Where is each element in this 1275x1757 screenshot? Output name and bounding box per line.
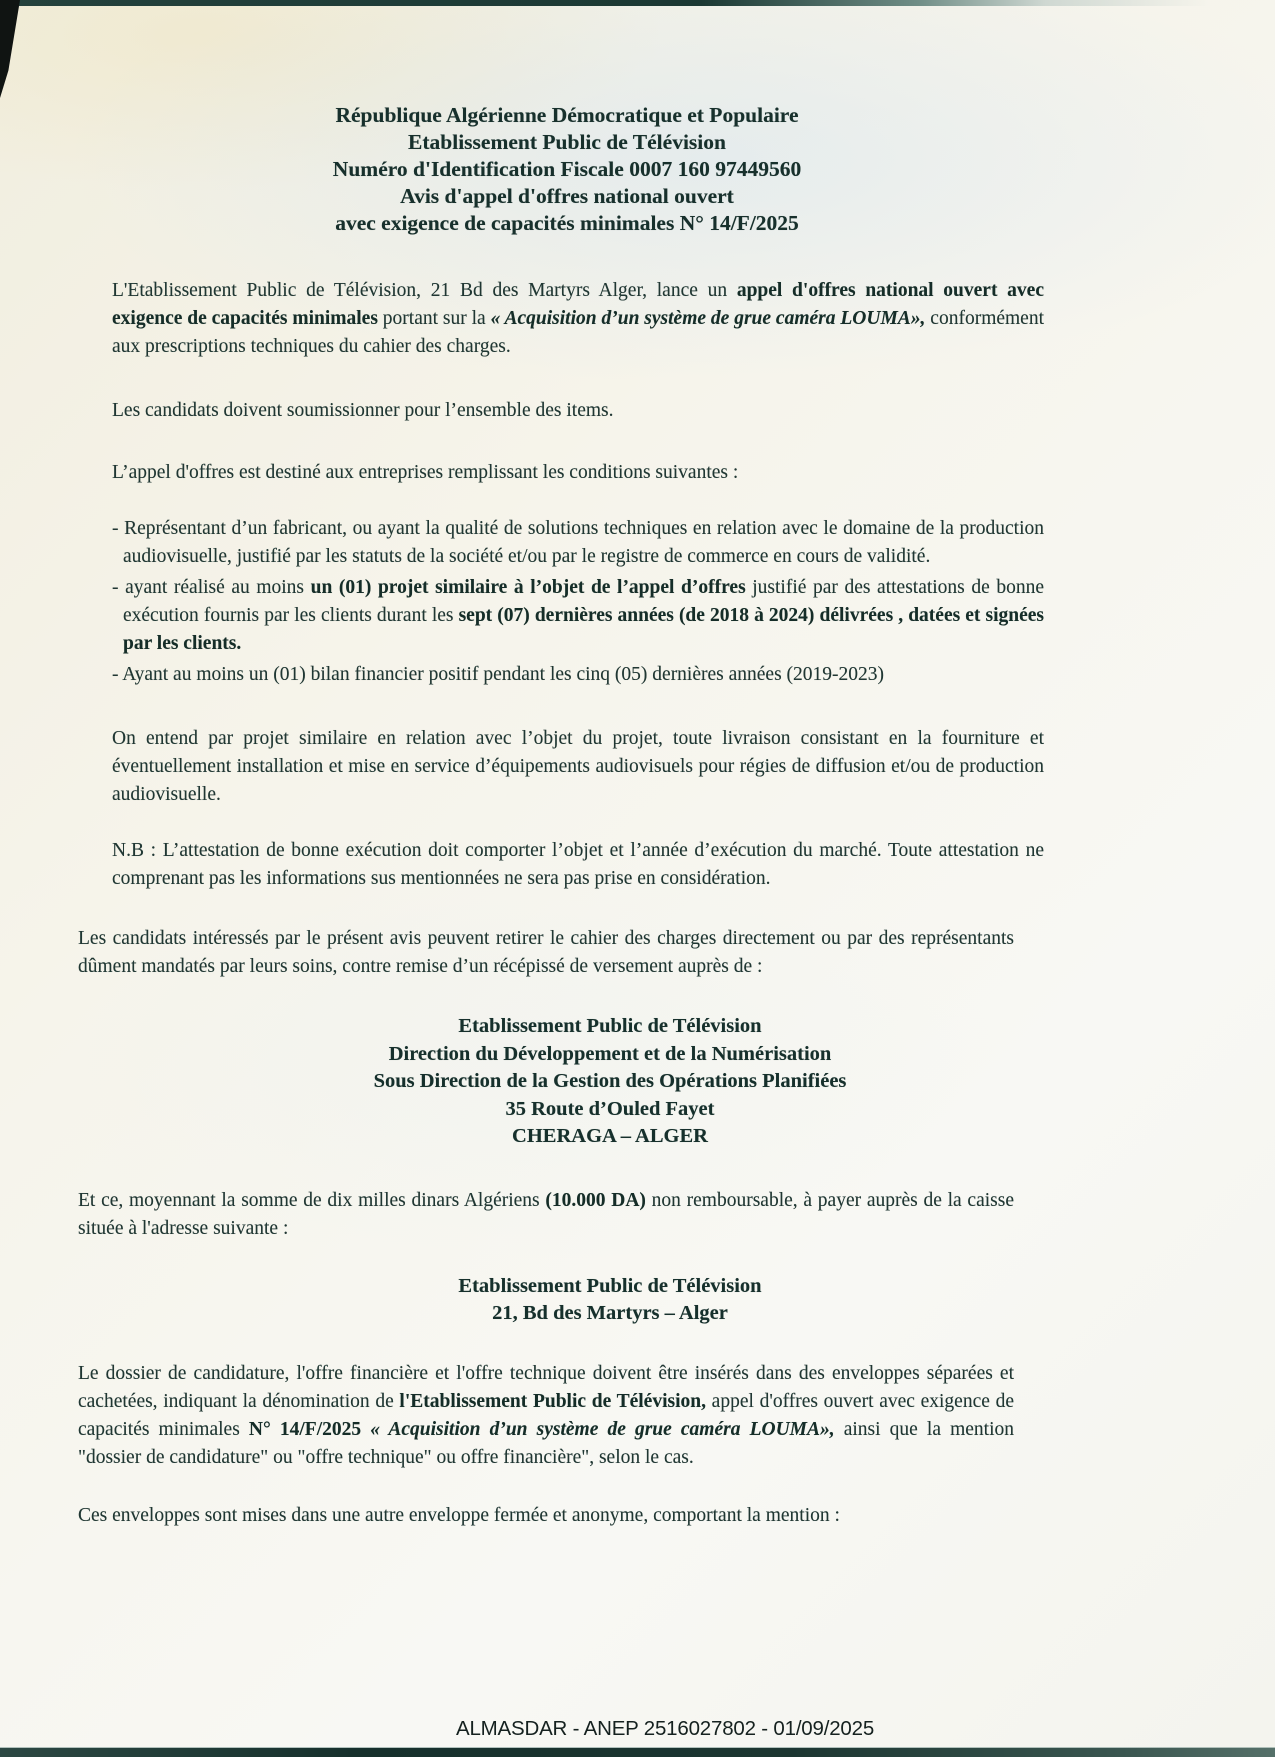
condition-item-projet-similaire xyxy=(112,574,1044,658)
text-run: portant sur la xyxy=(377,308,491,329)
text-run: Et ce, moyennant la somme de dix milles dinars Algériens xyxy=(78,1189,546,1211)
text-run: ainsi que la mention "dossier de candidature" ou "offre technique" ou offre financière", selon le cas. xyxy=(78,1418,1015,1468)
conditions-intro-paragraph: L’appel d'offres est destiné aux entreprises remplissant les conditions suivantes : xyxy=(112,462,739,483)
text-run-bold: l'Etablissement Public de Télévision, xyxy=(399,1390,706,1412)
conditions-list xyxy=(112,515,1044,689)
text-run-bold: appel d'offres national ouvert avec exigence de capacités minimales xyxy=(112,280,1044,329)
intro-paragraph xyxy=(112,277,1044,361)
items-note-paragraph: Les candidats doivent soumissionner pour l’ensemble des items. xyxy=(112,400,614,421)
address-block-cheraga xyxy=(0,1013,1220,1151)
retrait-cahier-paragraph: Les candidats intéressés par le présent avis peuvent retirer le cahier des charges directement ou par des représentants dûment mandatés par leurs soins, contre remise d’un récépissé de versement auprès de : xyxy=(78,928,1014,977)
text-run: justifié par des attestations de bonne exécution fournis par les clients durant les xyxy=(123,577,1045,626)
text-run-bold: (10.000 DA) xyxy=(545,1189,646,1211)
enveloppes-paragraph: Ces enveloppes sont mises dans une autre enveloppe fermée et anonyme, comportant la mention : xyxy=(78,1504,840,1526)
address-line-direction: Direction du Développement et de la Numérisation xyxy=(388,1042,832,1065)
nota-bene-paragraph: N.B : L’attestation de bonne exécution doit comporter l’objet et l’année d’exécution du marché. Toute attestation ne comprenant pas les informations sus mentionnées ne sera pas prise en considération. xyxy=(112,840,1044,889)
document-header xyxy=(0,0,1134,237)
address-block-martyrs xyxy=(0,1273,1220,1328)
address-line-etablissement: Etablissement Public de Télévision xyxy=(458,1015,762,1037)
text-run: L'Etablissement Public de Télévision, 21 Bd des Martyrs Alger, lance un xyxy=(112,280,737,301)
text-run-bold-italic: « Acquisition d’un système de grue caméra LOUMA», xyxy=(490,308,926,329)
text-run-bold: N° 14/F/2025 xyxy=(248,1418,362,1440)
scan-edge-top-line xyxy=(0,0,1275,6)
text-run: Le dossier de candidature, l'offre financière et l'offre technique doivent être insérés dans des enveloppes séparées et cachetées, indiquant la dénomination de xyxy=(78,1362,1014,1412)
text-run: - ayant réalisé au moins xyxy=(112,577,311,598)
condition-item-representant: - Représentant d’un fabricant, ou ayant la qualité de solutions techniques en relation avec le domaine de la production audiovisuelle, justifié par les statuts de la société et/ou par le registre de commerce en cours de validité. xyxy=(112,518,1044,567)
text-run-bold-italic: « Acquisition d’un système de grue caméra LOUMA», xyxy=(361,1418,835,1440)
address-line-sous-direction: Sous Direction de la Gestion des Opérations Planifiées xyxy=(373,1070,847,1092)
condition-item-bilan: - Ayant au moins un (01) bilan financier positif pendant les cinq (05) dernières années (2019-2023) xyxy=(112,664,885,685)
scan-edge-bottom-bar xyxy=(0,1748,1275,1757)
header-line-nif: Numéro d'Identification Fiscale 0007 160 97449560 xyxy=(332,157,802,181)
text-run-bold: sept (07) dernières années (de 2018 à 2024) délivrées , datées et signées par les clients. xyxy=(123,605,1044,654)
text-run-bold: un (01) projet similaire à l’objet de l’appel d’offres xyxy=(310,577,746,598)
address-line-ville: CHERAGA – ALGER xyxy=(512,1125,708,1147)
address-line-route: 35 Route d’Ouled Fayet xyxy=(505,1097,715,1120)
header-line-republique: République Algérienne Démocratique et Populaire xyxy=(335,103,799,127)
similar-project-paragraph: On entend par projet similaire en relation avec l’objet du projet, toute livraison consistant en la fourniture et éventuellement installation et mise en service d’équipements audiovisuels pour régies de diffusion et/ou de production audiovisuelle. xyxy=(112,728,1044,805)
header-line-avis: Avis d'appel d'offres national ouvert xyxy=(400,184,734,208)
text-run: non remboursable, à payer auprès de la caisse située à l'adresse suivante : xyxy=(78,1189,1014,1239)
anep-footer-line: ALMASDAR - ANEP 2516027802 - 01/09/2025 xyxy=(455,1717,875,1740)
text-run: conformément aux prescriptions techniques du cahier des charges. xyxy=(112,308,1045,357)
address-line-bd-martyrs: 21, Bd des Martyrs – Alger xyxy=(492,1302,728,1324)
header-line-exigence: avec exigence de capacités minimales N° 14/F/2025 xyxy=(335,211,799,235)
dossier-paragraph xyxy=(78,1360,1014,1472)
text-run: appel d'offres ouvert avec exigence de capacités minimales xyxy=(78,1390,1014,1440)
paiement-paragraph xyxy=(78,1187,1014,1243)
address-line-etablissement: Etablissement Public de Télévision xyxy=(458,1274,762,1297)
header-line-etablissement: Etablissement Public de Télévision xyxy=(408,130,726,154)
